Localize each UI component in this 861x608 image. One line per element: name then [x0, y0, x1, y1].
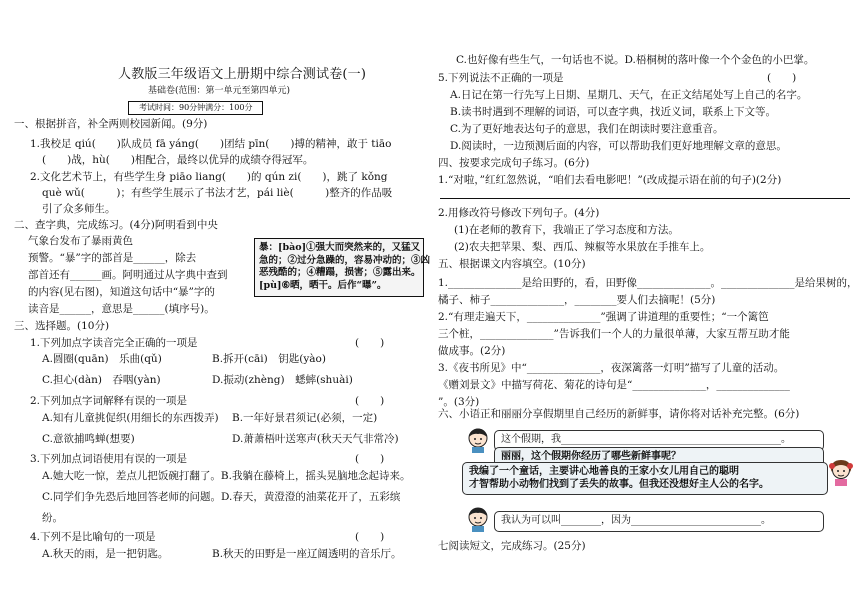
dialogue-bubble-boy: 这个假期，我____________________________________________。 — [494, 430, 824, 451]
fill-blank-line: ”。(3分) — [438, 396, 480, 408]
option: C.意欲捕鸣蝉(想要) — [42, 433, 135, 445]
question-line: 部首还有______画。阿明通过从字典中查到 — [28, 269, 228, 281]
question-line: ( )战，hù( )相配合，最终以优异的成绩夺得冠军。 — [42, 154, 314, 166]
question-line: 引了众多师生。 — [42, 203, 116, 215]
fill-blank-line: 三个桩，______________”告诉我们一个人的力量很单薄，大家互帮互助才能 — [438, 328, 790, 340]
option: C.担心(dàn) 吞咽(yàn) — [42, 374, 161, 386]
option: B.秋天的田野是一座辽阔透明的音乐厅。 — [212, 548, 402, 560]
option: 纷。 — [42, 512, 63, 524]
answer-paren: ( ) — [767, 72, 797, 84]
section-4-heading: 四、按要求完成句子练习。(6分) — [438, 157, 590, 169]
fill-blank-line: 2.“有理走遍天下，______________”强调了讲道理的重要性；“一个篱笆 — [438, 311, 769, 323]
question-line: 预警。“暴”字的部首是______，除去 — [28, 252, 197, 264]
dialogue-bubble-boy-question: 丽丽，这个假期你经历了哪些新鲜事呢？ — [494, 447, 824, 468]
option: C.为了更好地表达句子的意思，我们在朗读时要注意重音。 — [450, 123, 724, 135]
section-7-heading: 七阅读短文，完成练习。(25分) — [438, 540, 586, 552]
fill-blank-line: 《赠刘景文》中描写荷花、菊花的诗句是“______________，______________ — [438, 379, 790, 391]
dictionary-line: 急的；②过分急躁的，容易冲动的；③凶 — [259, 254, 431, 266]
question-line: què wǔ( )；有些学生展示了书法才艺，pái liè( )整齐的作品吸 — [42, 187, 393, 199]
option: B.一年好景君须记(必须，一定) — [232, 412, 378, 424]
option: A.圆圈(quān) 乐曲(qǔ) — [42, 353, 162, 365]
dialogue-bubble-girl — [462, 462, 828, 495]
fill-blank-line: 3.《夜书所见》中“______________，夜深篱落一灯明”描写了儿童的活动。 — [438, 362, 785, 374]
answer-paren: ( ) — [355, 453, 385, 465]
dictionary-entry-box — [254, 238, 431, 297]
option: D.振动(zhèng) 蟋蟀(shuài) — [212, 374, 353, 386]
answer-paren: ( ) — [355, 531, 385, 543]
section-5-heading: 五、根据课文内容填空。(10分) — [438, 258, 586, 270]
option: A.知有儿童挑促织(用细长的东西拨弄) — [42, 412, 219, 424]
answer-paren: ( ) — [355, 337, 385, 349]
question-line: 1.我校足 qiú( )队成员 fā yáng( )团结 pīn( )搏的精神，敢于 tiāo — [30, 138, 392, 150]
dictionary-line: 暴：[bào]①强大而突然来的，又猛又 — [259, 242, 421, 253]
section-1-heading: 一、根据拼音，补全两则校园新闻。(9分) — [14, 118, 208, 130]
question-line: 2.下列加点字词解释有误的一项是 — [30, 395, 188, 407]
option: C.同学们争先恐后地回答老师的问题。D.春天，黄澄澄的油菜花开了，五彩缤 — [42, 491, 401, 503]
option: D.萧萧梧叶送寒声(秋天天气非常冷) — [232, 433, 399, 445]
question-line: 读音是______，意思是______(填序号)。 — [28, 303, 215, 315]
sentence-to-fix: (2)农夫把苹果、梨、西瓜、辣椒等水果放在手推车上。 — [454, 241, 711, 253]
dialogue-line: 我编了一个童话，主要讲心地善良的王家小女儿用自己的聪明 — [469, 466, 739, 477]
dialogue-line: 才智帮助小动物们找到了丢失的故事。但我还没想好主人公的名字。 — [469, 478, 769, 490]
boy-avatar-icon — [466, 506, 490, 532]
question-line: 2.用修改符号修改下列句子。(4分) — [438, 207, 600, 219]
question-line: 1.下列加点字读音完全正确的一项是 — [30, 337, 198, 349]
fill-blank-line: 1.______________是给田野的，看，田野像______________。______________是给果树的， — [438, 277, 858, 289]
option: A.日记在第一行先写上日期、星期几、天气，在正文结尾处写上自己的名字。 — [450, 89, 808, 101]
dictionary-line: [pù]⑥晒，晒干。后作“曝”。 — [259, 279, 387, 291]
page-title: 人教版三年级语文上册期中综合测试卷(一) — [118, 67, 367, 82]
section-2-heading: 二、查字典，完成练习。(4分)阿明看到中央 — [14, 219, 218, 231]
option: A.秋天的雨，是一把钥匙。 — [42, 548, 169, 560]
question-line: 4.下列不是比喻句的一项是 — [30, 531, 156, 543]
option: D.阅读时，一边预测后面的内容，可以帮助我们更好地理解文章的意思。 — [450, 140, 787, 152]
option: C.也好像有些生气，一句话也不说。D.梧桐树的落叶像一个个金色的小巴掌。 — [456, 54, 815, 66]
section-6-heading: 六、小语正和丽丽分享假期里自己经历的新鲜事，请你将对话补充完整。(6分) — [438, 408, 800, 420]
dictionary-line: 恶残酷的；④糟蹋，损害；⑤露出来。 — [259, 267, 421, 279]
section-3-heading: 三、选择题。(10分) — [14, 320, 110, 332]
answer-paren: ( ) — [355, 395, 385, 407]
question-line: 的内容(见右图)，知道这句话中“暴”字的 — [28, 286, 215, 298]
option: A.她大吃一惊，差点儿把饭碗打翻了。B.我躺在藤椅上，摇头晃脑地念起诗来。 — [42, 470, 411, 482]
girl-avatar-icon — [828, 458, 854, 486]
sentence-to-fix: (1)在老师的教育下，我端正了学习态度和方法。 — [454, 224, 679, 236]
exam-info: 考试时间：90分钟满分：100分 — [128, 101, 263, 115]
dialogue-bubble-boy-answer: 我认为可以叫________，因为__________________________。 — [494, 511, 824, 532]
answer-line — [440, 198, 850, 199]
option: B.读书时遇到不理解的词语，可以查字典，找近义词，联系上下文等。 — [450, 106, 777, 118]
question-line: 2.文化艺术节上，有些学生身 piāo liang( )的 qún zi( )，跳了 kǒng — [30, 171, 388, 183]
fill-blank-line: 橘子、柿子______________，________要人们去摘呢！(5分) — [438, 294, 716, 306]
boy-avatar-icon — [466, 427, 490, 453]
page-subtitle: 基础卷(范围：第一单元至第四单元) — [148, 86, 291, 96]
option: B.拆开(cāi) 钥匙(yào) — [212, 353, 326, 365]
question-line: 5.下列说法不正确的一项是 — [438, 72, 564, 84]
fill-blank-line: 做成事。(2分) — [438, 345, 506, 357]
question-line: 3.下列加点词语使用有误的一项是 — [30, 453, 188, 465]
question-line: 1.“对啦，”红红忽然说，“咱们去看电影吧！”(改成提示语在前的句子)(2分) — [438, 174, 782, 186]
question-line: 气象台发布了暴雨黄色 — [28, 235, 133, 247]
